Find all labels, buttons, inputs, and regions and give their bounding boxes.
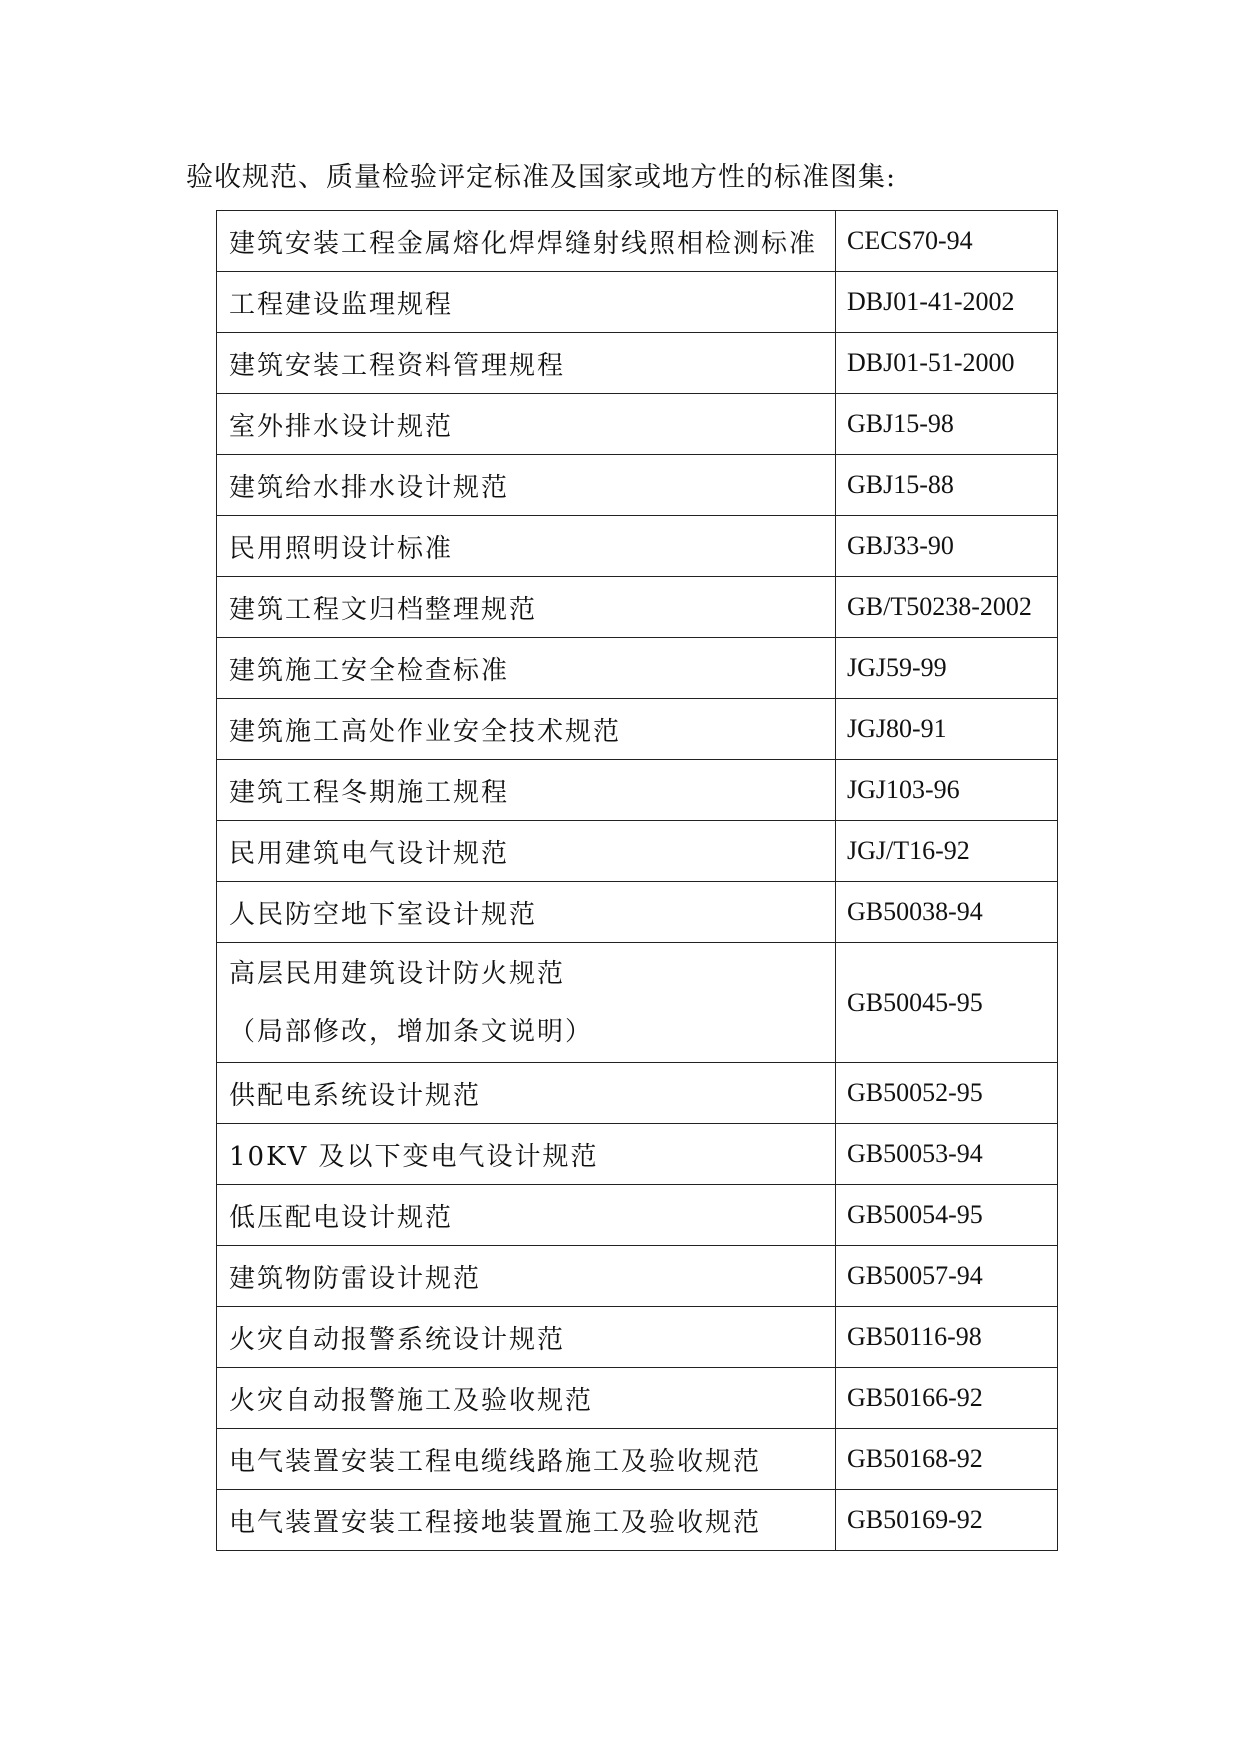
standard-code: GB50116-98 — [836, 1307, 1058, 1368]
standard-code: GB50168-92 — [836, 1429, 1058, 1490]
standard-code: GB50052-95 — [836, 1063, 1058, 1124]
table-row — [217, 516, 1058, 577]
standard-name-cell — [217, 943, 836, 1063]
standard-code: GB50169-92 — [836, 1490, 1058, 1551]
standard-name: 建筑工程文归档整理规范 — [217, 577, 836, 638]
table-row — [217, 638, 1058, 699]
standard-code: DBJ01-51-2000 — [836, 333, 1058, 394]
standard-code: JGJ103-96 — [836, 760, 1058, 821]
standard-code: JGJ80-91 — [836, 699, 1058, 760]
standard-name: 建筑工程冬期施工规程 — [217, 760, 836, 821]
standard-name: 建筑物防雷设计规范 — [217, 1246, 836, 1307]
table-row — [217, 943, 1058, 1063]
standard-code: GB50054-95 — [836, 1185, 1058, 1246]
table-row — [217, 699, 1058, 760]
standard-code: GBJ15-98 — [836, 394, 1058, 455]
standard-code: JGJ/T16-92 — [836, 821, 1058, 882]
standard-name: 人民防空地下室设计规范 — [217, 882, 836, 943]
standard-name: 建筑给水排水设计规范 — [217, 455, 836, 516]
table-row — [217, 760, 1058, 821]
table-row — [217, 1246, 1058, 1307]
standard-code: GB50057-94 — [836, 1246, 1058, 1307]
standard-name: 工程建设监理规程 — [217, 272, 836, 333]
standard-code: GB/T50238-2002 — [836, 577, 1058, 638]
table-row — [217, 394, 1058, 455]
standard-code: DBJ01-41-2002 — [836, 272, 1058, 333]
intro-text: 验收规范、质量检验评定标准及国家或地方性的标准图集: — [186, 162, 897, 193]
table-row — [217, 455, 1058, 516]
standard-name: 低压配电设计规范 — [217, 1185, 836, 1246]
table-row — [217, 211, 1058, 272]
standard-name: 电气装置安装工程接地装置施工及验收规范 — [217, 1490, 836, 1551]
table-row — [217, 577, 1058, 638]
standard-name: 电气装置安装工程电缆线路施工及验收规范 — [217, 1429, 836, 1490]
standard-code: GB50166-92 — [836, 1368, 1058, 1429]
standard-name: 火灾自动报警施工及验收规范 — [217, 1368, 836, 1429]
table-row — [217, 882, 1058, 943]
standard-name: 建筑安装工程金属熔化焊焊缝射线照相检测标准 — [217, 211, 836, 272]
standard-name: 10KV 及以下变电气设计规范 — [217, 1124, 836, 1185]
standard-name: 建筑安装工程资料管理规程 — [217, 333, 836, 394]
standard-name: 民用建筑电气设计规范 — [217, 821, 836, 882]
standard-name: 民用照明设计标准 — [217, 516, 836, 577]
standard-name: 火灾自动报警系统设计规范 — [217, 1307, 836, 1368]
standard-code: GB50053-94 — [836, 1124, 1058, 1185]
standard-code: CECS70-94 — [836, 211, 1058, 272]
standard-name: 高层民用建筑设计防火规范 — [229, 958, 566, 989]
standard-name: 室外排水设计规范 — [217, 394, 836, 455]
table-row — [217, 333, 1058, 394]
standard-code: JGJ59-99 — [836, 638, 1058, 699]
table-row — [217, 272, 1058, 333]
table-row — [217, 1490, 1058, 1551]
table-row — [217, 1307, 1058, 1368]
table-row — [217, 1124, 1058, 1185]
standard-name: 供配电系统设计规范 — [217, 1063, 836, 1124]
table-row — [217, 1368, 1058, 1429]
standard-code: GB50045-95 — [836, 943, 1058, 1063]
standard-name: 建筑施工安全检查标准 — [217, 638, 836, 699]
table-row — [217, 1063, 1058, 1124]
standard-code: GB50038-94 — [836, 882, 1058, 943]
table-row — [217, 1429, 1058, 1490]
standard-name: 建筑施工高处作业安全技术规范 — [217, 699, 836, 760]
standard-name-note: （局部修改，增加条文说明） — [229, 1016, 594, 1047]
standards-table — [216, 210, 1058, 1551]
standard-code: GBJ33-90 — [836, 516, 1058, 577]
table-row — [217, 821, 1058, 882]
table-row — [217, 1185, 1058, 1246]
standard-code: GBJ15-88 — [836, 455, 1058, 516]
